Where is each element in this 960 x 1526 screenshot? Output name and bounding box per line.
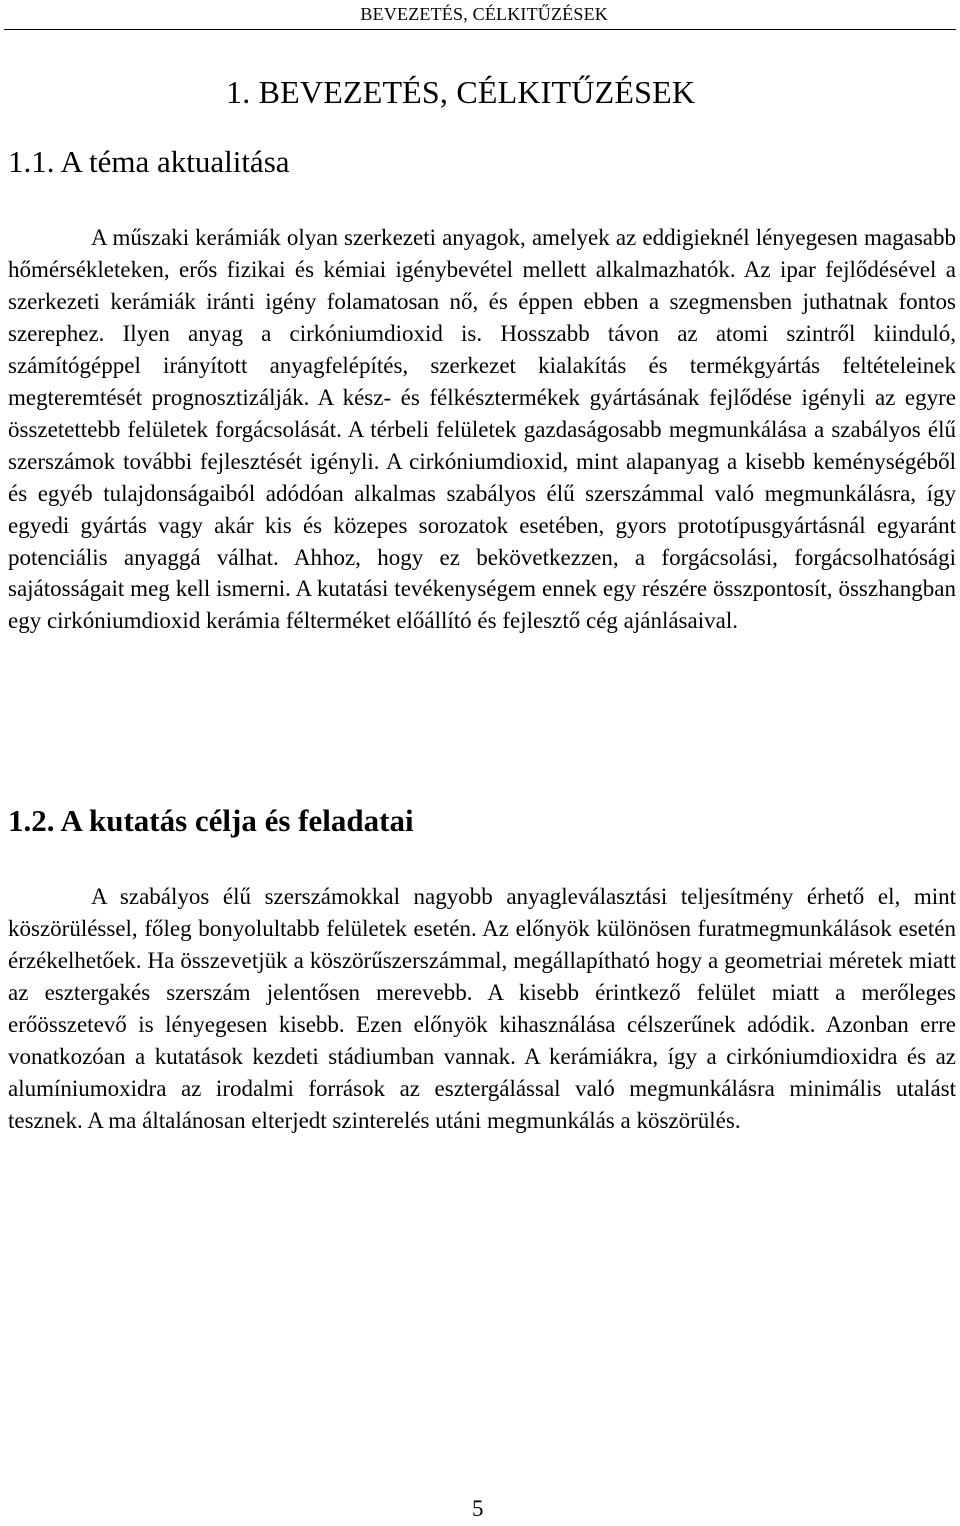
page-number: 5 <box>472 1496 484 1521</box>
section-title-topicality: 1.1. A téma aktualitása <box>8 144 290 179</box>
header-divider <box>4 29 956 30</box>
chapter-title: 1. BEVEZETÉS, CÉLKITŰZÉSEK <box>226 74 696 110</box>
running-header: BEVEZETÉS, CÉLKITŰZÉSEK <box>360 4 608 24</box>
section-paragraph-topicality: A műszaki kerámiák olyan szerkezeti anyagok, amelyek az eddigieknél lényegesen magasabb hőmérsékleteken, erős fizikai és kémiai igénybevétel mellett alkalmazhatók. Az ipar fejlődésével a szerkezeti kerámiák iránti igény folamatosan nő, és éppen ebben a szegmensben juthatnak fontos szerephez. Ilyen anyag a cirkóniumdioxid is. Hosszabb távon az atomi szintről kiinduló, számítógéppel irányított anyagfelépítés, szerkezet kialakítás és termékgyártás feltételeinek megteremtését prognosztizálják. A kész- és félkésztermékek gyártásának fejlődése igényli az egyre összetettebb felületek forgácsolását. A térbeli felületek gazdaságosabb megmunkálása a szabályos élű szerszámok további fejlesztését igényli. A cirkóniumdioxid, mint alapanyag a kisebb keménységéből és egyéb tulajdonságaiból adódóan alkalmas szabályos élű szerszámmal való megmunkálásra, így egyedi gyártás vagy akár kis és közepes sorozatok esetében, gyors prototípusgyártásnál egyaránt potenciális anyaggá válhat. Ahhoz, hogy ez bekövetkezzen, a forgácsolási, forgácsolhatósági sajátosságait meg kell ismerni. A kutatási tevékenységem ennek egy részére összpontosít, összhangban egy cirkóniumdioxid kerámia félterméket előállító és fejlesztő cég ajánlásaival. <box>8 225 956 634</box>
section-title-research-goals: 1.2. A kutatás célja és feladatai <box>8 803 414 838</box>
section-paragraph-research-goals: A szabályos élű szerszámokkal nagyobb anyagleválasztási teljesítmény érhető el, mint köszörüléssel, főleg bonyolultabb felületek esetén. Az előnyök különösen furatmegmunkálások esetén érzékelhetőek. Ha összevetjük a köszörűszerszámmal, megállapítható hogy a geometriai méretek miatt az esztergakés szerszám jelentősen merevebb. A kisebb érintkező felület miatt a merőleges erőösszetevő is lényegesen kisebb. Ezen előnyök kihasználása célszerűnek adódik. Azonban erre vonatkozóan a kutatások kezdeti stádiumban vannak. A kerámiákra, így a cirkóniumdioxidra és az alumíniumoxidra az irodalmi források az esztergálással való megmunkálásra minimális utalást tesznek. A ma általánosan elterjedt szinterelés utáni megmunkálás a köszörülés. <box>8 884 956 1133</box>
